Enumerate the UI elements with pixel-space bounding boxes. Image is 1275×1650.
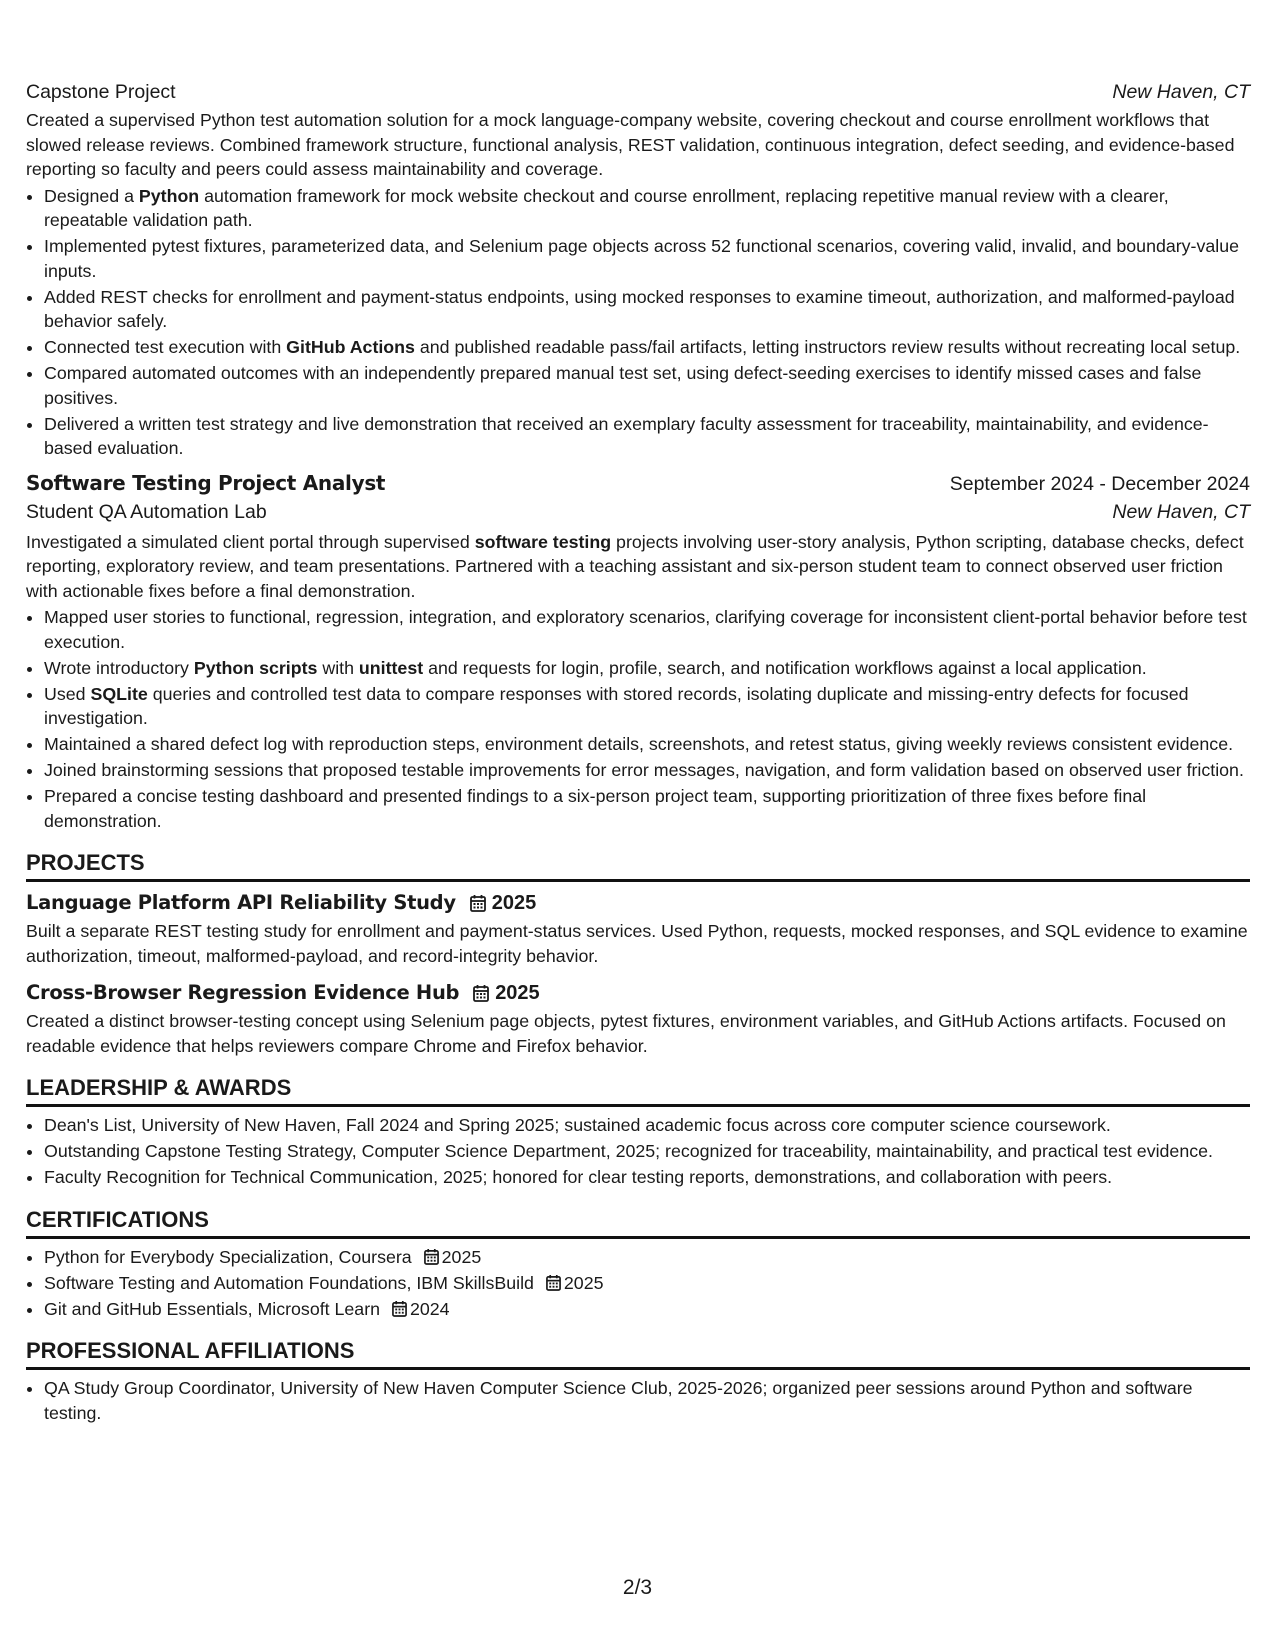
capstone-bullets	[26, 184, 1250, 461]
list-item: • Implemented pytest fixtures, parameterized data, and Selenium page objects across 52 functional scenarios, covering valid, invalid, and boundary-value inputs.	[44, 234, 1250, 283]
list-item: • Connected test execution with GitHub Actions and published readable pass/fail artifacts, letting instructors review results without recreating local setup.	[44, 335, 1250, 360]
capstone-description: Created a supervised Python test automation solution for a mock language-company website, covering checkout and course enrollment workflows that slowed release reviews. Combined framework structure, functional analysis, REST validation, continuous integration, defect seeding, and evidence-based reporting so faculty and peers could assess maintainability and coverage.	[26, 110, 1235, 179]
project-year: 2025	[495, 982, 540, 1004]
list-item: • Wrote introductory Python scripts with unittest and requests for login, profile, search, and notification workflows against a local application.	[44, 656, 1250, 681]
analyst-subheader	[26, 498, 1250, 526]
list-item: • Faculty Recognition for Technical Communication, 2025; honored for clear testing reports, demonstrations, and collaboration with peers.	[44, 1165, 1250, 1190]
role-dates: September 2024 - December 2024	[949, 472, 1250, 495]
section-heading-certifications: CERTIFICATIONS	[26, 1206, 1250, 1239]
calendar-icon	[470, 894, 486, 912]
cert-year: 2025	[563, 1272, 604, 1293]
section-heading-leadership: LEADERSHIP & AWARDS	[26, 1074, 1250, 1107]
section-heading-affiliations: PROFESSIONAL AFFILIATIONS	[26, 1337, 1250, 1370]
cert-year: 2024	[410, 1298, 450, 1319]
role-title: Software Testing Project Analyst	[26, 470, 386, 495]
capstone-location: New Haven, CT	[1112, 81, 1250, 103]
project-name: Language Platform API Reliability Study	[26, 891, 456, 914]
calendar-icon	[473, 984, 489, 1002]
leadership-list	[26, 1113, 1250, 1190]
project-description: Built a separate REST testing study for enrollment and payment-status services. Used Python, requests, mocked responses, and SQL evidence to examine authorization, timeout, malformed-payload, and record-integrity behavior.	[26, 921, 1248, 966]
calendar-icon	[392, 1300, 407, 1317]
project-year: 2025	[491, 892, 537, 914]
list-item: • Compared automated outcomes with an independently prepared manual test set, using defect-seeding exercises to identify missed cases and false positives.	[44, 361, 1250, 410]
section-heading-projects: PROJECTS	[26, 849, 1250, 882]
analyst-bullets	[26, 605, 1250, 833]
analyst-description: Investigated a simulated client portal through supervised software testing projects involving user-story analysis, Python scripting, database checks, defect reporting, exploratory review, and team presentations. Partnered with a teaching assistant and six-person student team to connect observed user friction with actionable fixes before a final demonstration.	[26, 531, 1244, 601]
list-item: • Mapped user stories to functional, regression, integration, and exploratory scenarios, clarifying coverage for inconsistent client-portal behavior before test execution.	[44, 605, 1250, 654]
list-item: • Added REST checks for enrollment and payment-status endpoints, using mocked responses to examine timeout, authorization, and malformed-payload behavior safely.	[44, 285, 1250, 334]
list-item: • Software Testing and Automation Foundations, IBM SkillsBuild 2025	[44, 1271, 1250, 1296]
list-item: • QA Study Group Coordinator, University of New Haven Computer Science Club, 2025-2026; organized peer sessions around Python and software testing.	[44, 1376, 1250, 1425]
page-number: 2/3	[622, 1576, 653, 1599]
affiliations-list	[26, 1376, 1250, 1425]
analyst-org: Student QA Automation Lab	[26, 500, 267, 523]
calendar-icon	[546, 1274, 561, 1291]
list-item: • Used SQLite queries and controlled test data to compare responses with stored records, isolating duplicate and missing-entry defects for focused investigation.	[44, 682, 1250, 731]
certifications-list	[26, 1245, 1250, 1322]
capstone-org: Capstone Project	[26, 81, 176, 103]
analyst-location: New Haven, CT	[1112, 500, 1250, 523]
list-item: • Python for Everybody Specialization, Coursera 2025	[44, 1245, 1250, 1270]
list-item: • Maintained a shared defect log with reproduction steps, environment details, screenshots, and retest status, giving weekly reviews consistent evidence.	[44, 732, 1250, 757]
list-item: • Prepared a concise testing dashboard and presented findings to a six-person project team, supporting prioritization of three fixes before final demonstration.	[44, 784, 1250, 833]
analyst-header	[26, 469, 1250, 498]
list-item: • Joined brainstorming sessions that proposed testable improvements for error messages, navigation, and form validation based on observed user friction.	[44, 758, 1250, 783]
list-item: • Git and GitHub Essentials, Microsoft Learn 2024	[44, 1297, 1250, 1322]
capstone-header	[26, 78, 1250, 106]
cert-year: 2025	[441, 1246, 482, 1267]
resume-page	[26, 78, 1250, 1427]
project-description: Created a distinct browser-testing concept using Selenium page objects, pytest fixtures, environment variables, and GitHub Actions artifacts. Focused on readable evidence that helps reviewers compare Chrome and Firefox behavior.	[26, 1011, 1226, 1056]
list-item: • Delivered a written test strategy and live demonstration that received an exemplary faculty assessment for traceability, maintainability, and evidence-based evaluation.	[44, 412, 1250, 461]
list-item: • Designed a Python automation framework for mock website checkout and course enrollment, replacing repetitive manual review with a clearer, repeatable validation path.	[44, 184, 1250, 233]
project-header	[26, 889, 1250, 917]
list-item: • Outstanding Capstone Testing Strategy, Computer Science Department, 2025; recognized for traceability, maintainability, and practical test evidence.	[44, 1139, 1250, 1164]
project-name: Cross-Browser Regression Evidence Hub	[26, 981, 460, 1004]
project-header	[26, 979, 1250, 1007]
calendar-icon	[424, 1248, 439, 1265]
list-item: • Dean's List, University of New Haven, Fall 2024 and Spring 2025; sustained academic focus across core computer science coursework.	[44, 1113, 1250, 1138]
